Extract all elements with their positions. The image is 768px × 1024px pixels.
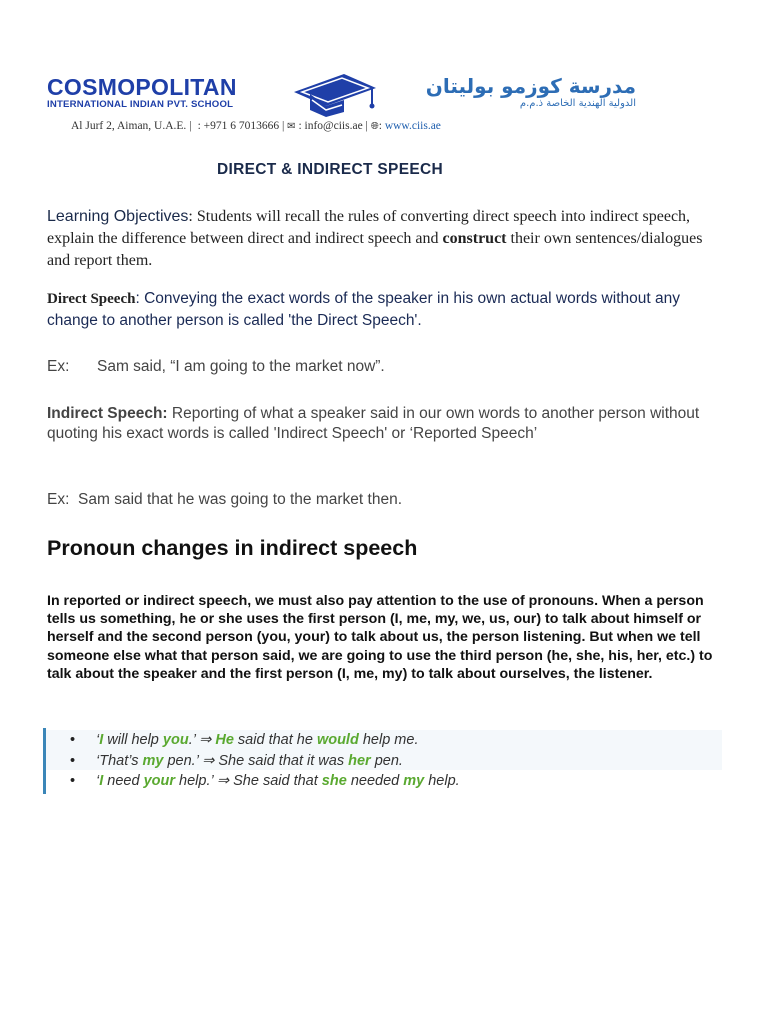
envelope-icon: ✉: [287, 121, 296, 132]
example-text: Sam said, “I am going to the market now”.: [97, 358, 385, 375]
phone: : +971 6 7013666 |: [197, 120, 285, 132]
address: Al Jurf 2, Aiman, U.A.E. |: [71, 120, 192, 132]
indirect-speech-label: Indirect Speech:: [47, 405, 168, 422]
example-text: ‘: [96, 773, 100, 789]
page-title: DIRECT & INDIRECT SPEECH: [217, 161, 443, 178]
example-label: Ex:: [47, 358, 70, 375]
globe-icon: 🌐︎: [370, 121, 379, 132]
direct-speech-label: Direct Speech: [47, 291, 136, 307]
direct-speech-text: : Conveying the exact words of the speaker in his own actual words without any change to another person is called 'the Direct Speech'.: [47, 290, 680, 329]
example-text: help.: [424, 773, 460, 789]
arabic-school-name: مدرسة كوزمو بوليتان: [425, 74, 636, 98]
example-text: Sam said that he was going to the market then.: [78, 491, 402, 508]
highlight-word: her: [348, 752, 371, 769]
example-text: need: [103, 773, 144, 789]
example-text: help.’ ⇒ She said that: [175, 773, 322, 789]
contact-line: [71, 120, 441, 132]
indirect-speech-example: [47, 491, 727, 509]
example-text: pen.’ ⇒ She said that it was: [163, 752, 349, 769]
highlight-word: my: [142, 752, 164, 769]
highlight-word: I: [99, 773, 104, 789]
learning-objectives-text-1: : Students will recall the rules of converting direct speech into indirect speech, explain the difference between direct and indirect speech and: [47, 208, 691, 247]
example-text: .’ ⇒: [188, 732, 216, 748]
list-item: [46, 751, 460, 772]
website-link[interactable]: www.ciis.ae: [384, 120, 441, 132]
direct-speech-example: [47, 358, 727, 376]
list-item: [46, 771, 460, 792]
arabic-school-subtitle: الدولية الهندية الخاصة ذ.م.م: [519, 98, 636, 109]
example-text: said that he: [233, 732, 317, 748]
indirect-speech-definition: [47, 404, 727, 444]
indirect-speech-text: Reporting of what a speaker said in our own words to another person without quoting his exact words is called 'Indirect Speech' or ‘Reported Speech’: [47, 405, 700, 442]
highlight-word: my: [403, 773, 425, 789]
graduation-cap-icon: [288, 70, 380, 123]
highlight-word: I: [99, 732, 104, 748]
example-text: needed: [346, 773, 404, 789]
pronoun-paragraph: In reported or indirect speech, we must also pay attention to the use of pronouns. When a person tells us something, he or she uses the first person (I, me, my, we, us, our) to talk about himself or herself and the second person (you, your) to talk about us, the person listening. But when we tell someone else what that person said, we are going to use the third person (he, she, his, her, etc.) to talk about the speaker and the first person (I, me, my) to talk about ourselves, the listener.: [47, 593, 713, 682]
direct-speech-definition: [47, 288, 727, 331]
arabic-school-name-block: [386, 74, 636, 110]
learning-objectives-text-2: their own sentences/dialogues and report them.: [47, 230, 703, 269]
learning-objectives-label: Learning Objectives: [47, 208, 189, 225]
section-heading: Pronoun changes in indirect speech: [47, 536, 418, 560]
highlight-word: He: [215, 732, 234, 748]
example-text: pen.: [370, 752, 403, 769]
examples-list: [46, 730, 460, 792]
highlight-word: she: [321, 773, 347, 789]
example-text: ‘That’s: [96, 752, 143, 769]
school-name-block: [47, 75, 237, 111]
email: : info@ciis.ae |: [298, 120, 368, 132]
learning-objectives-bold: construct: [442, 230, 507, 247]
highlight-word: you: [162, 732, 189, 748]
highlight-word: your: [143, 773, 176, 789]
website-prefix: :: [378, 120, 382, 132]
learning-objectives: [47, 206, 727, 272]
examples-blockquote: [43, 728, 726, 794]
letterhead: [44, 68, 644, 140]
school-subtitle: INTERNATIONAL INDIAN PVT. SCHOOL: [47, 99, 234, 110]
list-item: [46, 730, 460, 751]
example-text: will help: [103, 732, 163, 748]
example-text: help me.: [358, 732, 419, 748]
highlight-word: would: [316, 732, 359, 748]
example-text: ‘: [96, 732, 100, 748]
example-label: Ex:: [47, 491, 70, 508]
school-name: COSMOPOLITAN: [47, 74, 237, 100]
